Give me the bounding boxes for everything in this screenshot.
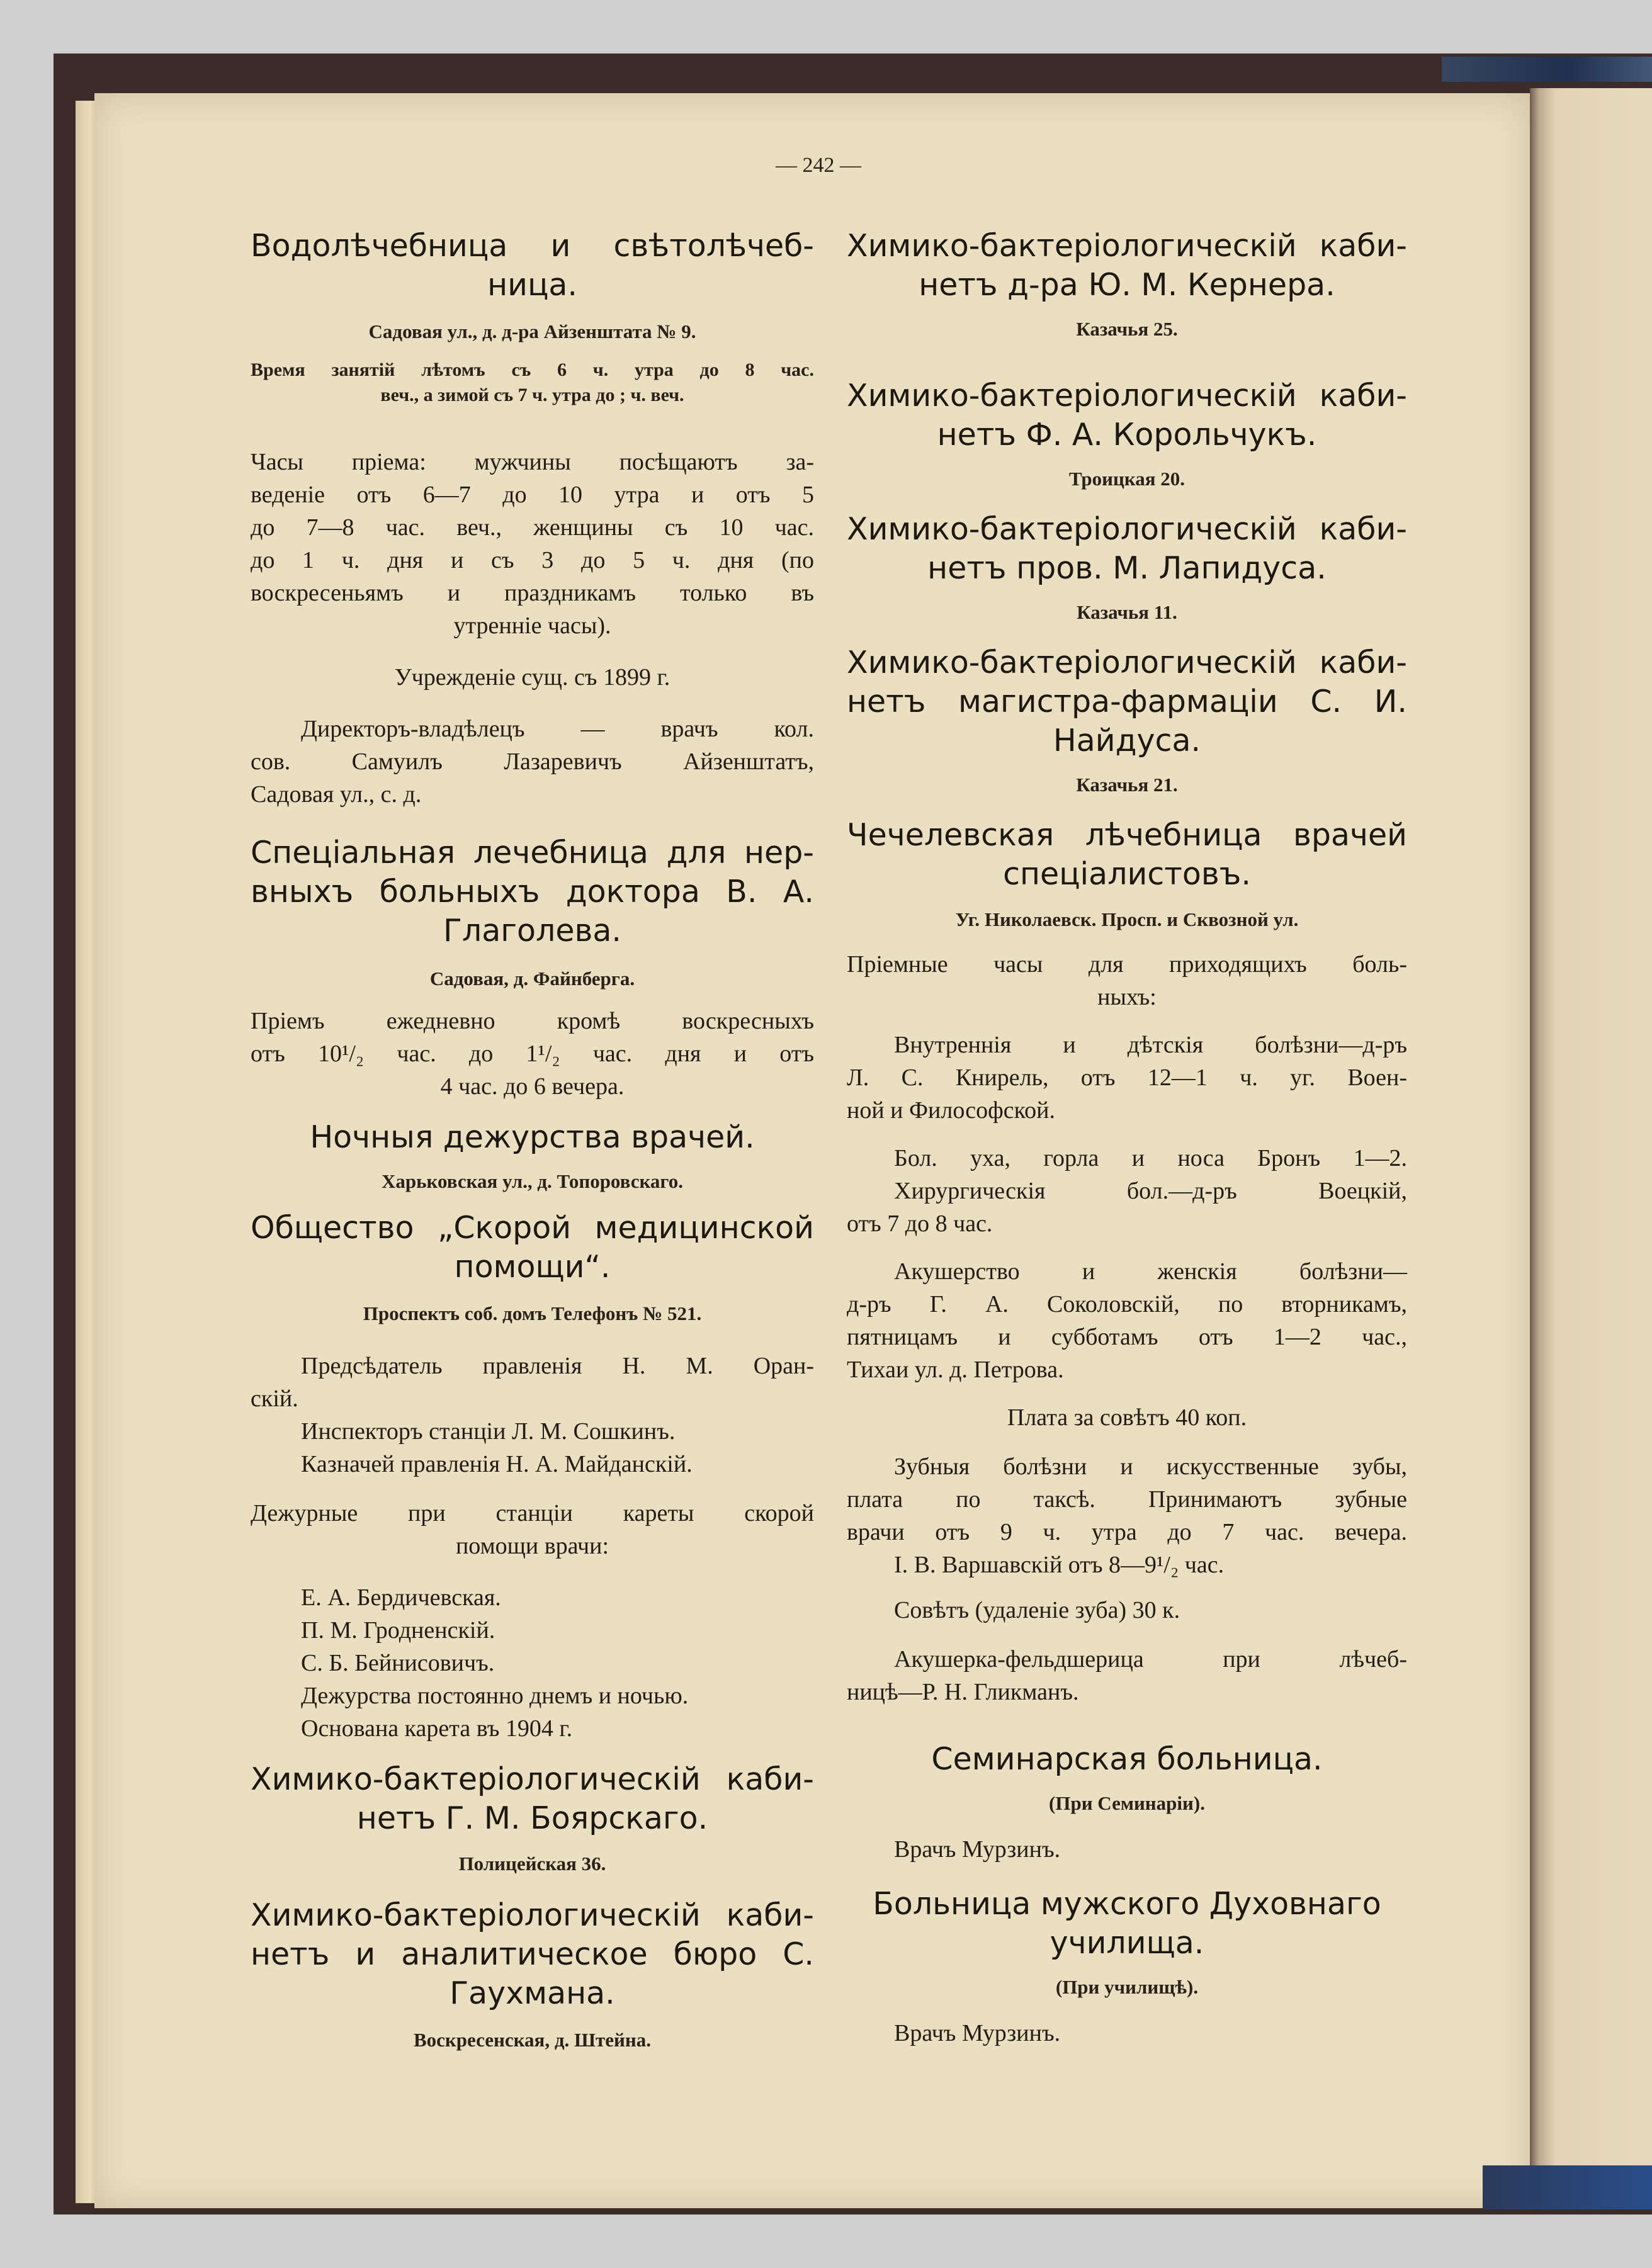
address: Казачья 25. — [1076, 318, 1178, 340]
address: Троицкая 20. — [1068, 468, 1185, 490]
extraction-fee: Совѣтъ (удаленіе зуба) 30 к. — [894, 1597, 1180, 1623]
address: Харьковская ул., д. Топоровскаго. — [382, 1170, 683, 1192]
duty-doctors-heading: Дежурные при станціи кареты скорой помощи врачи: — [251, 1500, 814, 1559]
consultation-fee: Плата за совѣтъ 40 коп. — [1007, 1404, 1247, 1431]
reception-hours: Пріемные часы для приходящихъ боль- ныхъ: — [847, 951, 1407, 1010]
director: Директоръ-владѣлецъ — врачъ кол. сов. Самуилъ Лазаревичъ Айзенштатъ, Садовая ул., с. д. — [251, 716, 814, 808]
address: Проспектъ соб. домъ Телефонъ № 521. — [363, 1302, 702, 1324]
left-column — [251, 227, 814, 2053]
obstetrics: Акушерство и женскія болѣзни— д-ръ Г. А. Соколовскій, по вторникамъ, пятницамъ и субботамъ отъ 1—2 час., Тихаи ул. д. Петрова. — [847, 1258, 1407, 1383]
section-title: Химико-бактеріологическій каби- нетъ д-ра Ю. М. Кернера. — [847, 228, 1407, 303]
address: Воскресенская, д. Штейна. — [413, 2029, 652, 2051]
section-title: Ночныя дежурства врачей. — [310, 1119, 755, 1155]
address: Садовая, д. Файнберга. — [429, 968, 635, 990]
section-title: Химико-бактеріологическій каби- нетъ пров. М. Лапидуса. — [847, 511, 1407, 586]
founded-year: Учрежденіе сущ. съ 1899 г. — [394, 664, 670, 691]
section-title: Семинарская больница. — [931, 1741, 1323, 1777]
reception-hours: Часы пріема: мужчины посѣщаютъ за- веденіе отъ 6—7 до 10 утра и отъ 5 до 7—8 час. веч., женщины съ 10 час. до 1 ч. дня и съ 3 до 5 ч. дня (по воскресеньямъ и праздникамъ только въ утренніе часы). — [251, 449, 814, 639]
doctor-name: Врачъ Мурзинъ. — [894, 2020, 1061, 2046]
section-title: Химико-бактеріологическій каби- нетъ Ф. А. Корольчукъ. — [847, 378, 1407, 453]
address: (При училищѣ). — [1055, 1976, 1199, 1998]
section-title: Химико-бактеріологическій каби- нетъ магистра-фармаціи С. И. Найдуса. — [847, 645, 1407, 759]
dental-info: Зубныя болѣзни и искусственные зубы, плата по таксѣ. Принимаютъ зубные врачи отъ 9 ч. утра до 7 час. вечера. I. В. Варшавскій отъ 8—9¹/₂ час. — [847, 1453, 1407, 1578]
section-title: Химико-бактеріологическій каби- нетъ Г. М. Боярскаго. — [251, 1761, 814, 1836]
doctor-name: Врачъ Мурзинъ. — [894, 1836, 1061, 1863]
ent-surgery: Бол. уха, горла и носа Бронъ 1—2. Хирургическія бол.—д-ръ Воецкій, отъ 7 до 8 час. — [847, 1145, 1407, 1237]
right-column — [847, 227, 1407, 2050]
address: Садовая ул., д. д-ра Айзенштата № 9. — [368, 320, 696, 342]
board-members: Предсѣдатель правленія Н. М. Оран- скій. Инспекторъ станціи Л. М. Сошкинъ. Казначей правленія Н. А. Майданскій. — [251, 1353, 814, 1477]
duty-doctors-list: Е. А. Бердичевская. П. М. Гродненскій. С. Б. Бейнисовичъ. Дежурства постоянно днемъ и ночью. Основана карета въ 1904 г. — [301, 1584, 689, 1742]
section-title: Водолѣчебница и свѣтолѣчеб- ница. — [251, 228, 814, 303]
next-page-edge — [1530, 88, 1652, 2208]
section-title: Больница мужского Духовнаго училища. — [873, 1886, 1381, 1961]
section-title: Общество „Скорой медицинской помощи“. — [251, 1210, 814, 1285]
address: Полицейская 36. — [458, 1853, 606, 1875]
working-time: Время занятій лѣтомъ съ 6 ч. утра до 8 час. веч., а зимой съ 7 ч. утра до ; ч. веч. — [251, 359, 814, 405]
reception-schedule: Пріемъ ежедневно кромѣ воскресныхъ отъ 10¹/₂ час. до 1¹/₂ час. дня и отъ 4 час. до 6 вечера. — [251, 1008, 814, 1100]
bookmark-ribbon-top — [1442, 57, 1652, 82]
internal-diseases: Внутреннія и дѣтскія болѣзни—д-ръ Л. С. Книрель, отъ 12—1 ч. уг. Воен- ной и Философской. — [847, 1032, 1407, 1124]
address: (При Семинаріи). — [1049, 1792, 1205, 1814]
section-title: Чечелевская лѣчебница врачей спеціалистовъ. — [847, 817, 1407, 892]
section-title: Химико-бактеріологическій каби- нетъ и аналитическое бюро С. Гаухмана. — [251, 1897, 814, 2011]
section-title: Спеціальная лечебница для нер- вныхъ больныхъ доктора В. А. Глаголева. — [251, 835, 814, 949]
midwife: Акушерка-фельдшерица при лѣчеб- ницѣ—Р. Н. Гликманъ. — [847, 1646, 1407, 1705]
address: Уг. Николаевск. Просп. и Сквозной ул. — [955, 908, 1299, 930]
bookmark-ribbon-bottom — [1483, 2165, 1652, 2209]
address: Казачья 11. — [1077, 601, 1177, 623]
address: Казачья 21. — [1076, 774, 1178, 796]
page-number: — 242 — — [776, 154, 861, 177]
